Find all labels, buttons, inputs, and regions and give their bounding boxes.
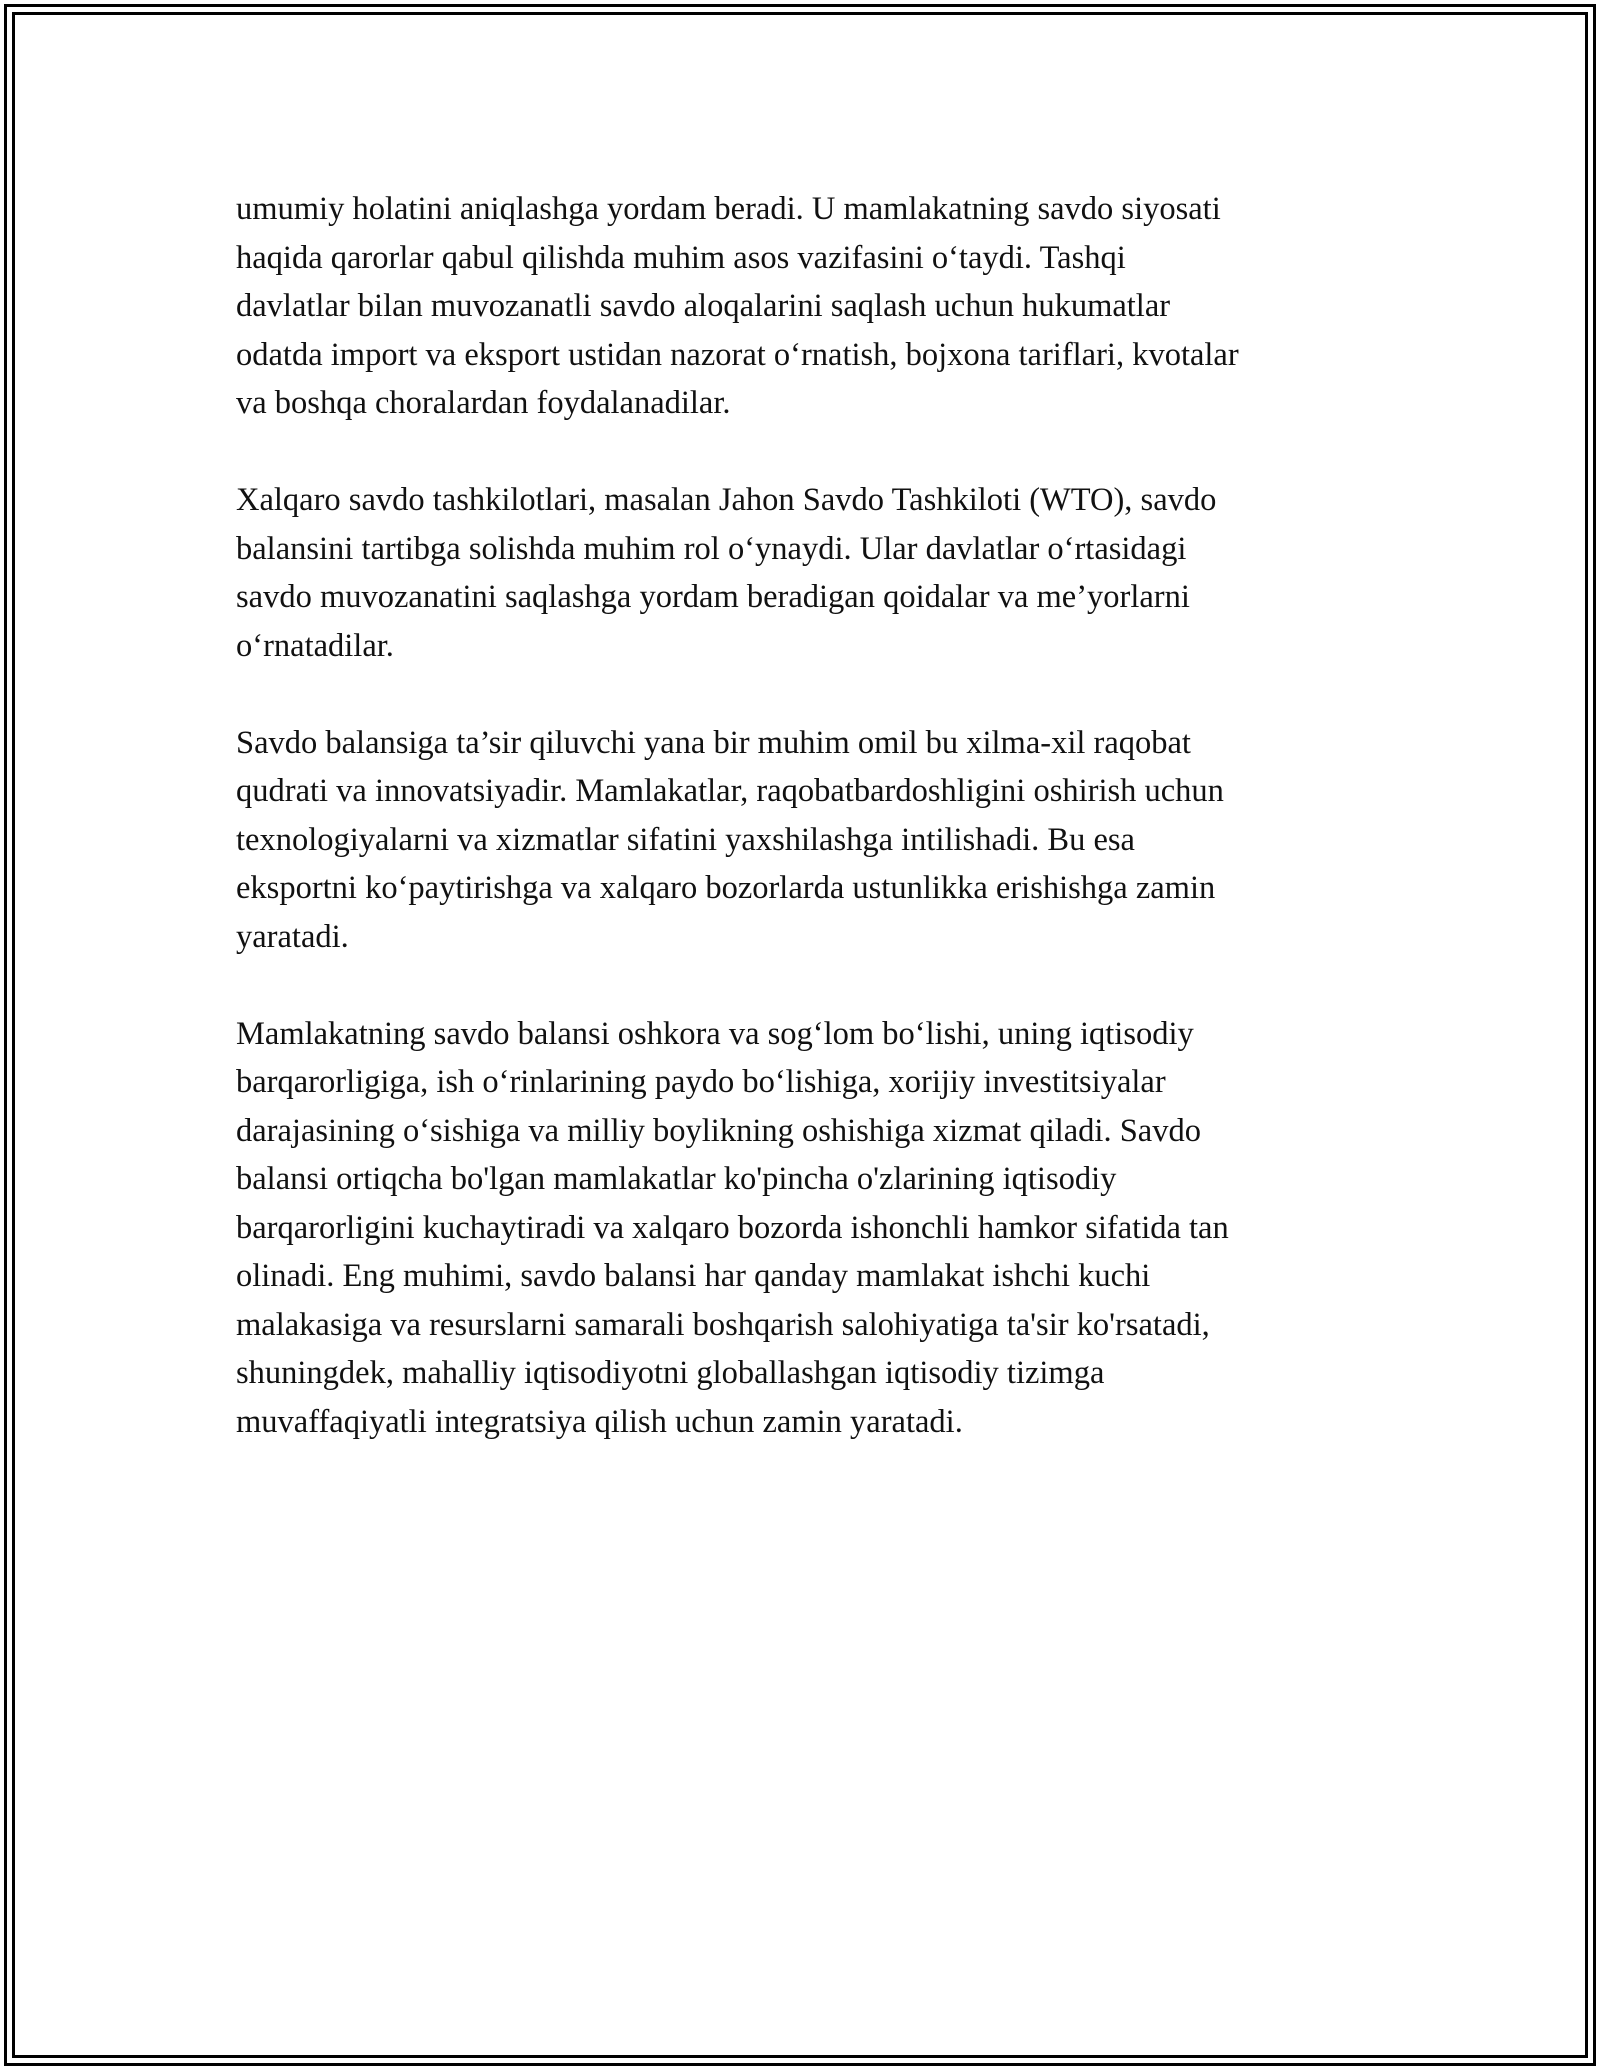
text-line: malakasiga va resurslarni samarali boshqarish salohiyatiga ta'sir ko'rsatadi, bbox=[236, 1306, 1210, 1343]
text-line: barqarorligini kuchaytiradi va xalqaro bozorda ishonchli hamkor sifatida tan bbox=[236, 1209, 1229, 1246]
paragraph-4 bbox=[236, 1010, 1386, 1447]
text-line: olinadi. Eng muhimi, savdo balansi har qanday mamlakat ishchi kuchi bbox=[236, 1258, 1151, 1294]
text-line: Savdo balansiga ta’sir qiluvchi yana bir muhim omil bu xilma-xil raqobat bbox=[236, 724, 1191, 761]
text-line: va boshqa choralardan foydalanadilar. bbox=[236, 385, 731, 421]
text-line: texnologiyalarni va xizmatlar sifatini yaxshilashga intilishadi. Bu esa bbox=[236, 821, 1135, 858]
text-line: balansi ortiqcha bo'lgan mamlakatlar ko'pincha o'zlarining iqtisodiy bbox=[236, 1161, 1117, 1197]
text-line: Mamlakatning savdo balansi oshkora va sog‘lom bo‘lishi, uning iqtisodiy bbox=[236, 1015, 1194, 1052]
text-line: barqarorligiga, ish o‘rinlarining paydo bo‘lishiga, xorijiy investitsiyalar bbox=[236, 1064, 1166, 1100]
text-line: eksportni ko‘paytirishga va xalqaro bozorlarda ustunlikka erishishga zamin bbox=[236, 870, 1216, 906]
paragraph-1 bbox=[236, 185, 1386, 428]
text-line: haqida qarorlar qabul qilishda muhim asos vazifasini o‘taydi. Tashqi bbox=[236, 239, 1126, 276]
text-line: umumiy holatini aniqlashga yordam beradi. U mamlakatning savdo siyosati bbox=[236, 191, 1221, 227]
text-line: muvaffaqiyatli integratsiya qilish uchun zamin yaratadi. bbox=[236, 1403, 963, 1440]
text-line: shuningdek, mahalliy iqtisodiyotni globallashgan iqtisodiy tizimga bbox=[236, 1355, 1105, 1391]
text-line: savdo muvozanatini saqlashga yordam beradigan qoidalar va me’yorlarni bbox=[236, 579, 1190, 615]
text-line: darajasining o‘sishiga va milliy boylikning oshishiga xizmat qiladi. Savdo bbox=[236, 1112, 1201, 1149]
text-line: Xalqaro savdo tashkilotlari, masalan Jahon Savdo Tashkiloti (WTO), savdo bbox=[236, 482, 1217, 518]
text-line: balansini tartibga solishda muhim rol o‘ynaydi. Ular davlatlar o‘rtasidagi bbox=[236, 530, 1187, 567]
text-line: o‘rnatadilar. bbox=[236, 627, 394, 664]
document-body bbox=[236, 185, 1386, 1495]
paragraph-3 bbox=[236, 719, 1386, 962]
text-line: yaratadi. bbox=[236, 918, 349, 955]
paragraph-2 bbox=[236, 476, 1386, 670]
text-line: qudrati va innovatsiyadir. Mamlakatlar, raqobatbardoshligini oshirish uchun bbox=[236, 773, 1224, 809]
text-line: odatda import va eksport ustidan nazorat o‘rnatish, bojxona tariflari, kvotalar bbox=[236, 336, 1239, 373]
text-line: davlatlar bilan muvozanatli savdo aloqalarini saqlash uchun hukumatlar bbox=[236, 288, 1171, 324]
